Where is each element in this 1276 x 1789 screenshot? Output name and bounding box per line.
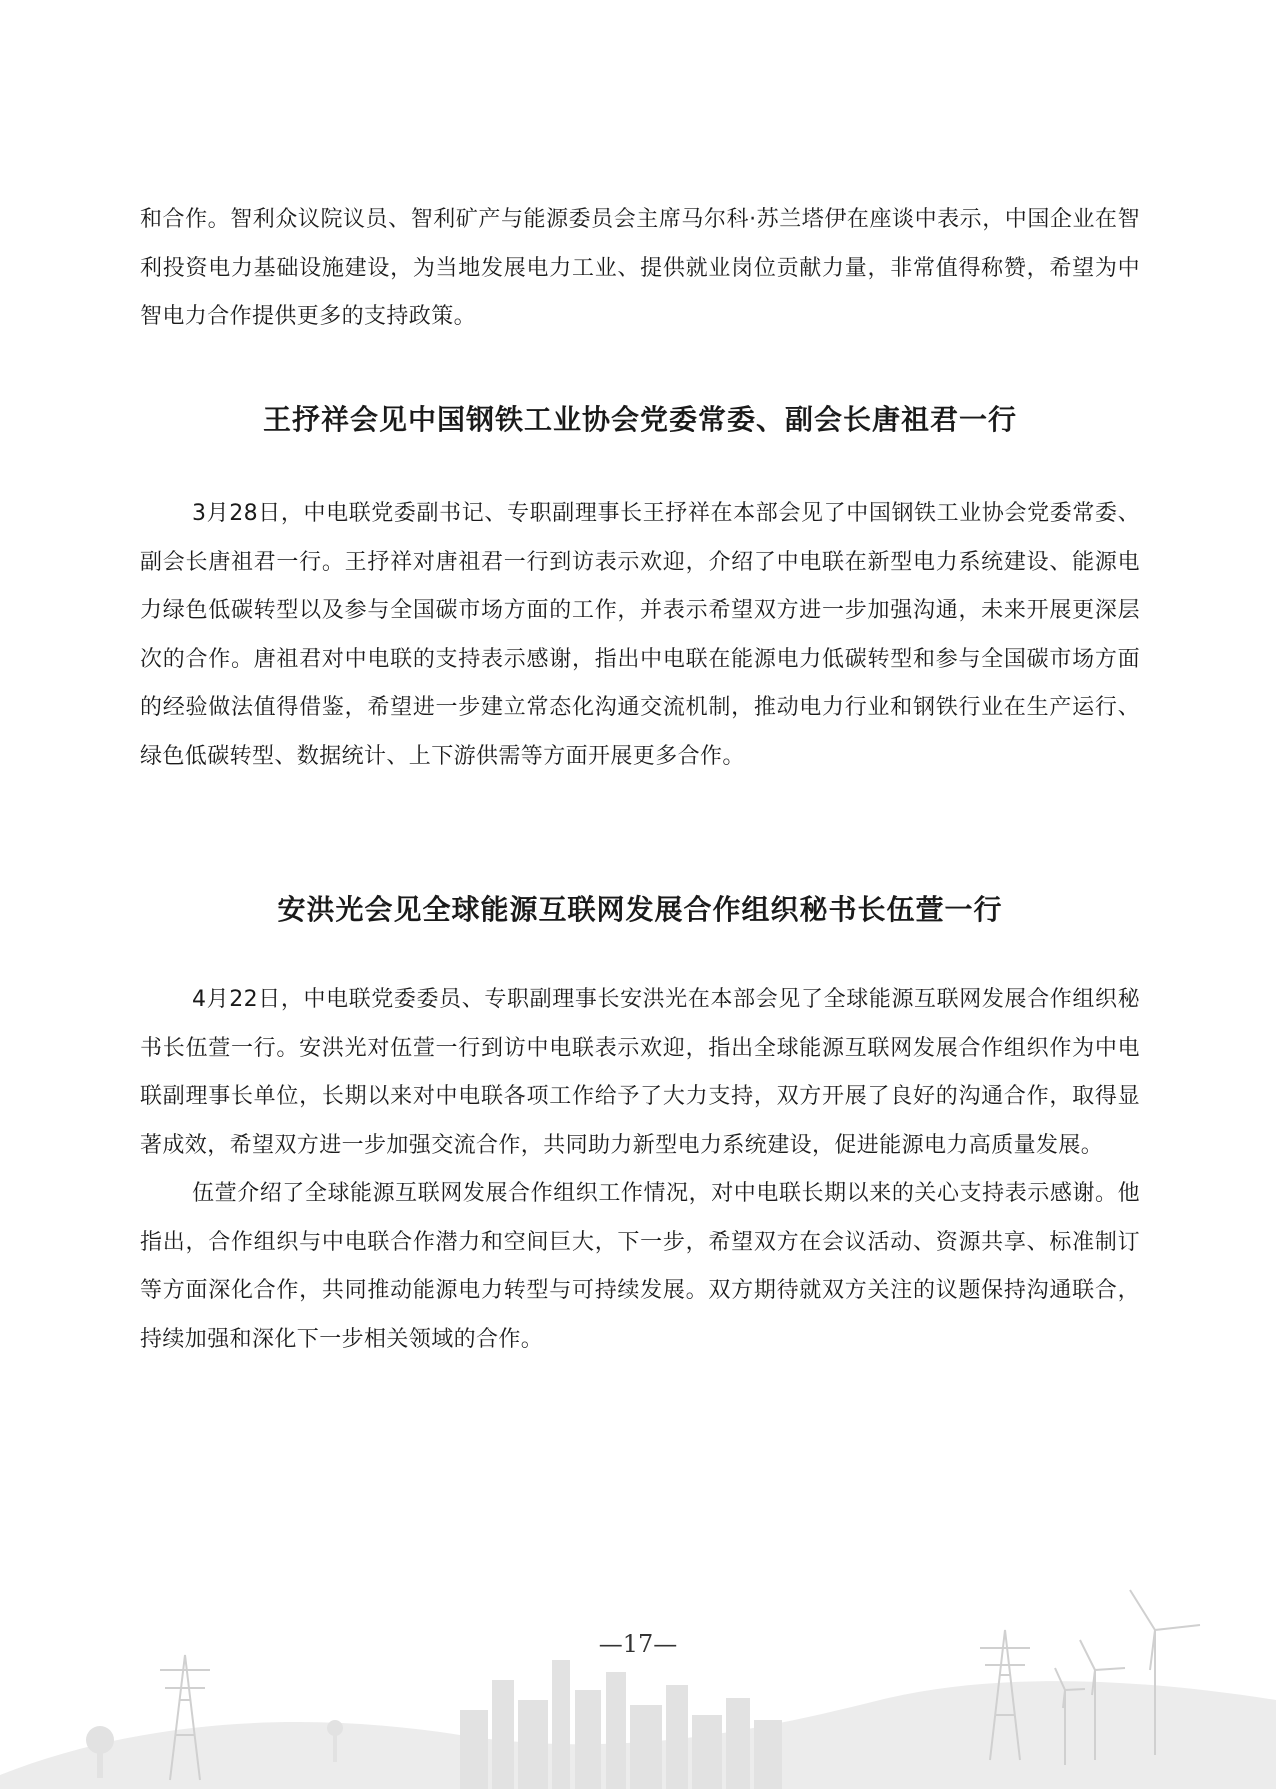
footer-city-skyline-illustration	[0, 1560, 1276, 1789]
section1-block	[140, 490, 1140, 781]
section1-title: 王抒祥会见中国钢铁工业协会党委常委、副会长唐祖君一行	[262, 403, 1017, 436]
section2-title: 安洪光会见全球能源互联网发展合作组织秘书长伍萱一行	[277, 893, 1003, 926]
section1-paragraph: 3月28日，中电联党委副书记、专职副理事长王抒祥在本部会见了中国钢铁工业协会党委常委、副会长唐祖君一行。王抒祥对唐祖君一行到访表示欢迎，介绍了中电联在新型电力系统建设、能源电力绿色低碳转型以及参与全国碳市场方面的工作，并表示希望双方进一步加强沟通，未来开展更深层次的合作。唐祖君对中电联的支持表示感谢，指出中电联在能源电力低碳转型和参与全国碳市场方面的经验做法值得借鉴，希望进一步建立常态化沟通交流机制，推动电力行业和钢铁行业在生产运行、绿色低碳转型、数据统计、上下游供需等方面开展更多合作。	[140, 501, 1140, 769]
section2-block	[140, 976, 1140, 1364]
page-number: —17—	[598, 1630, 678, 1658]
intro-block	[140, 196, 1140, 342]
section2-paragraph-2: 伍萱介绍了全球能源互联网发展合作组织工作情况，对中电联长期以来的关心支持表示感谢。他指出，合作组织与中电联合作潜力和空间巨大，下一步，希望双方在会议活动、资源共享、标准制订等方面深化合作，共同推动能源电力转型与可持续发展。双方期待就双方关注的议题保持沟通联合，持续加强和深化下一步相关领域的合作。	[140, 1181, 1140, 1352]
section2-paragraph-1: 4月22日，中电联党委委员、专职副理事长安洪光在本部会见了全球能源互联网发展合作组织秘书长伍萱一行。安洪光对伍萱一行到访中电联表示欢迎，指出全球能源互联网发展合作组织作为中电联副理事长单位，长期以来对中电联各项工作给予了大力支持，双方开展了良好的沟通合作，取得显著成效，希望双方进一步加强交流合作，共同助力新型电力系统建设，促进能源电力高质量发展。	[140, 987, 1140, 1158]
intro-paragraph: 和合作。智利众议院议员、智利矿产与能源委员会主席马尔科·苏兰塔伊在座谈中表示，中国企业在智利投资电力基础设施建设，为当地发展电力工业、提供就业岗位贡献力量，非常值得称赞，希望为中智电力合作提供更多的支持政策。	[140, 207, 1140, 329]
